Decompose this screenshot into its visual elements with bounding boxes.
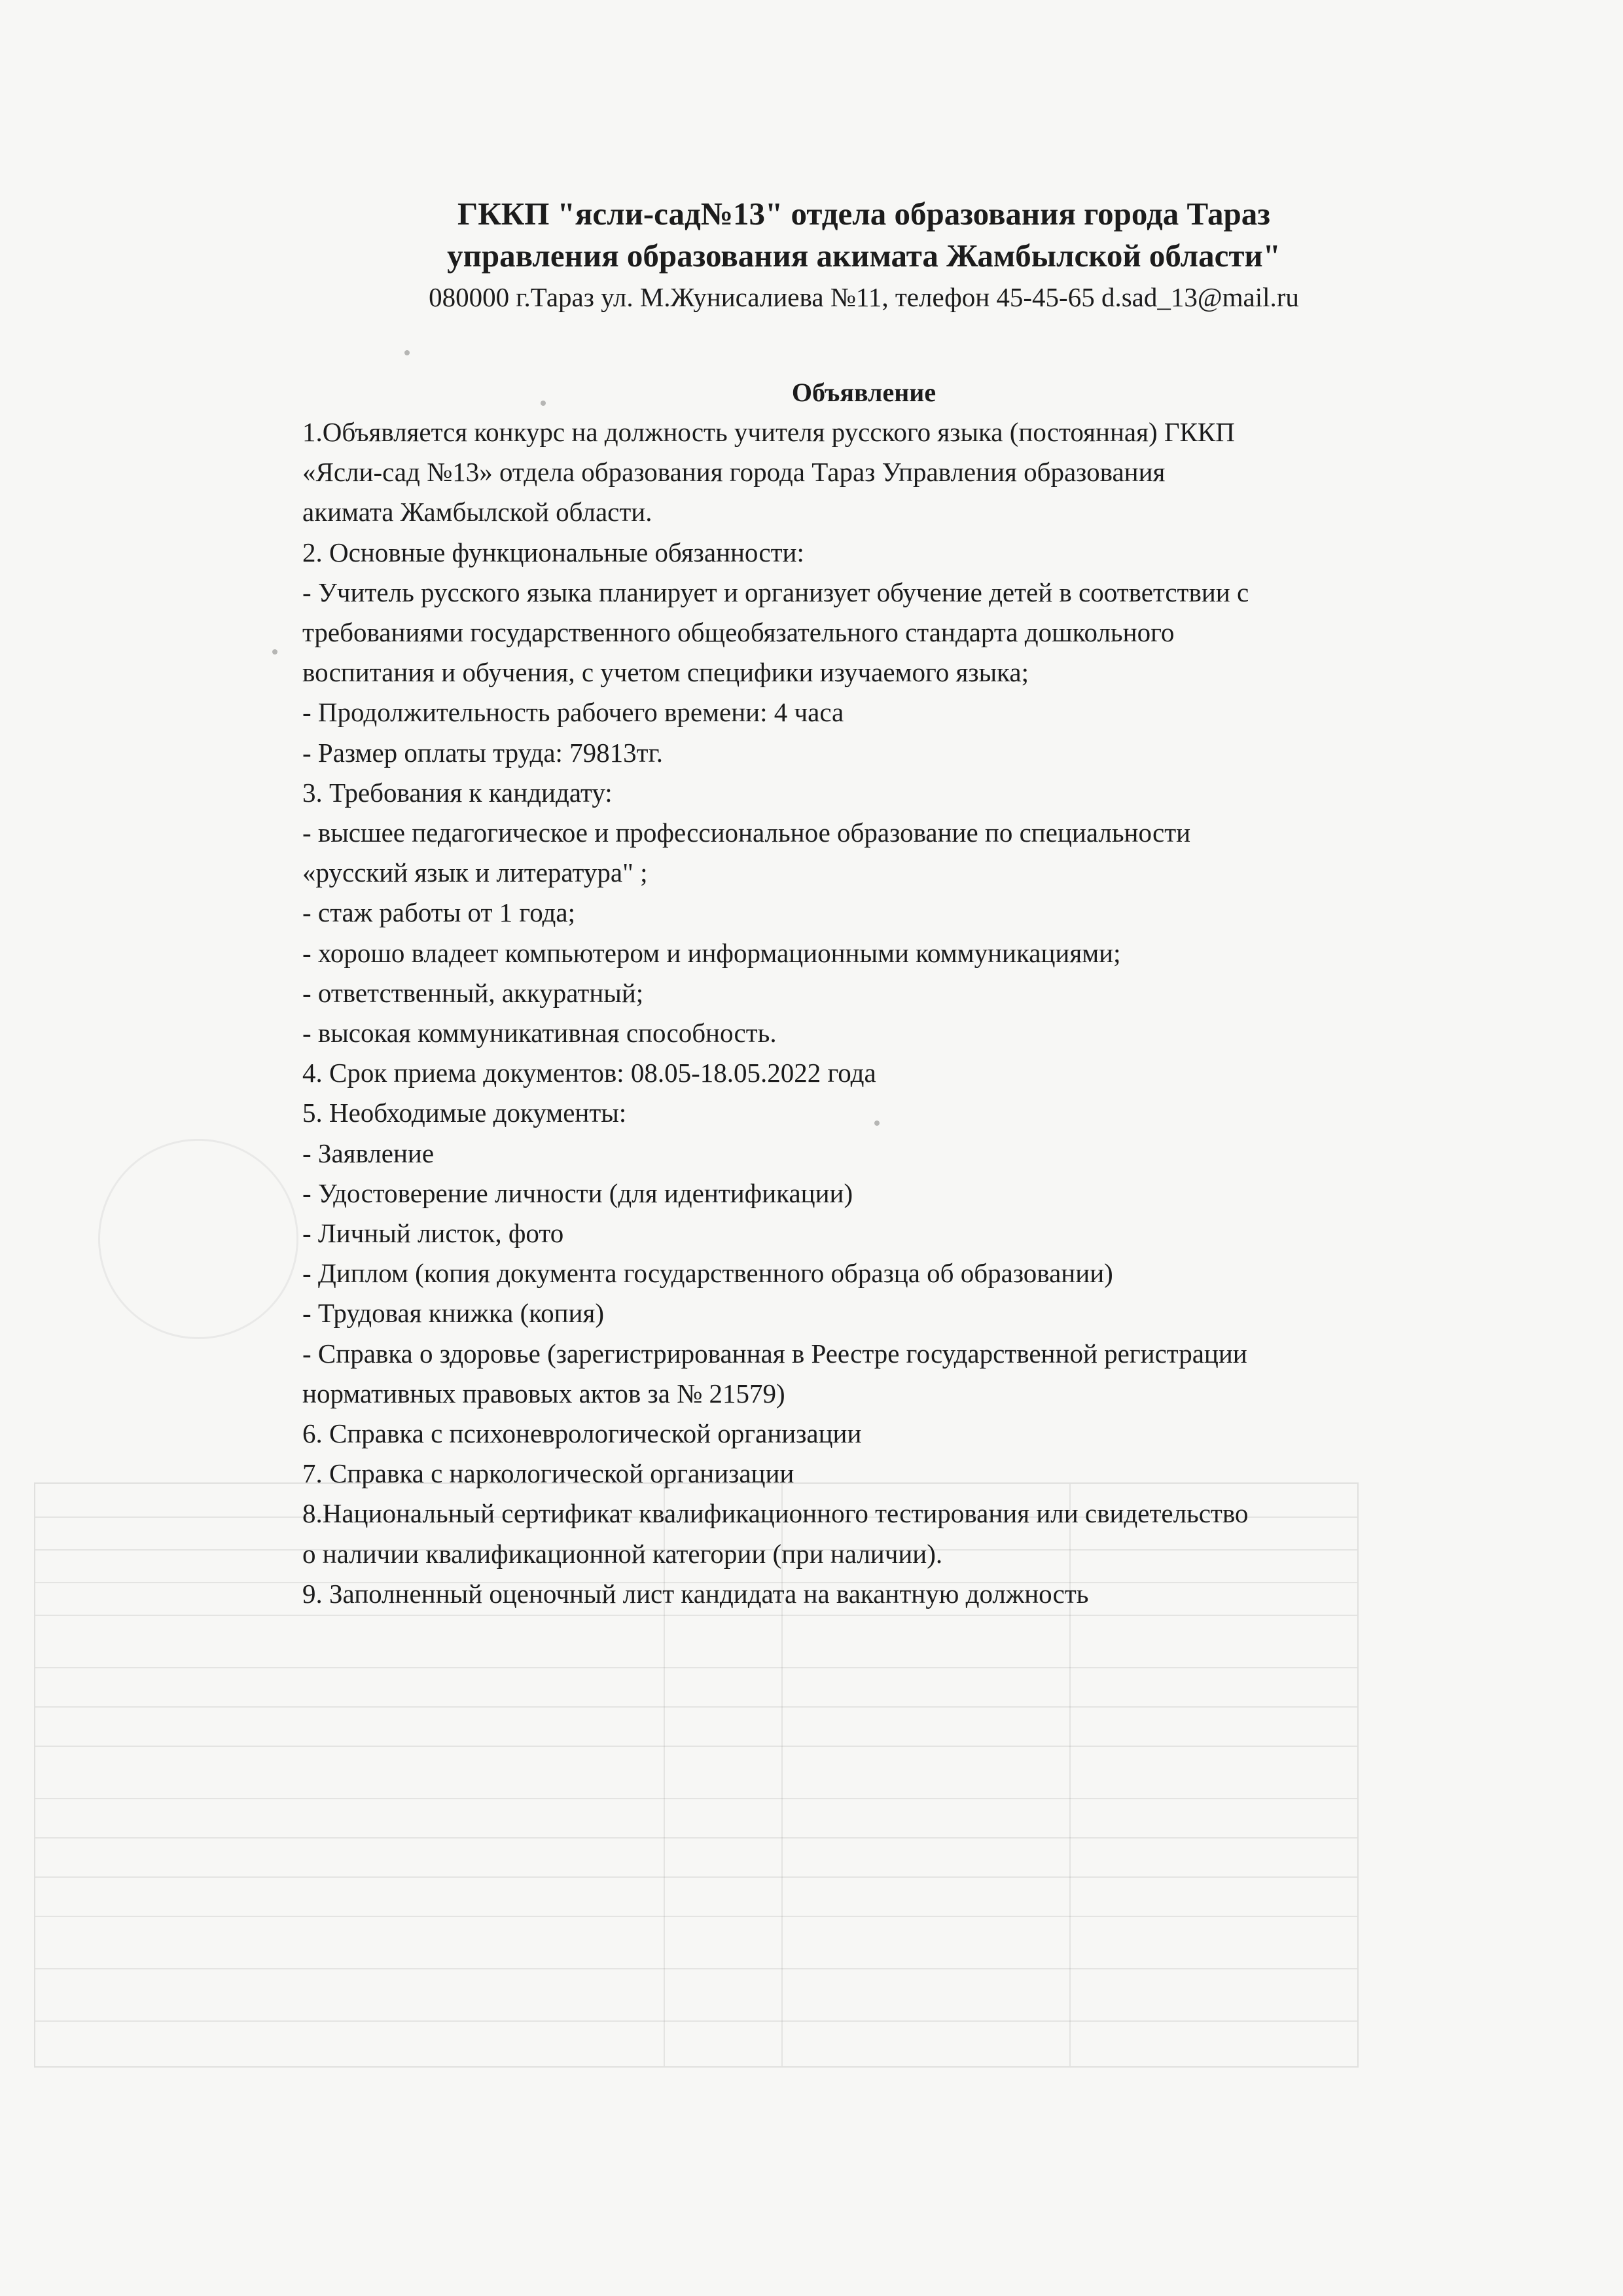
notice-line: 7. Справка с наркологической организации: [302, 1458, 794, 1489]
notice-line: - Диплом (копия документа государственного образца об образовании): [302, 1258, 1113, 1289]
notice-line: - ответственный, аккуратный;: [302, 977, 644, 1008]
notice-line: - Заявление: [302, 1138, 435, 1168]
notice-line: - Справка о здоровье (зарегистрированная в Реестре государственной регистрации: [302, 1338, 1247, 1369]
notice-line: - хорошо владеет компьютером и информационными коммуникациями;: [302, 937, 1121, 968]
notice-line: - стаж работы от 1 года;: [302, 897, 575, 928]
notice-line: «Ясли-сад №13» отдела образования города Тараз Управления образования: [302, 457, 1166, 488]
notice-body: [302, 412, 1428, 1614]
notice-line: 2. Основные функциональные обязанности:: [302, 537, 804, 567]
notice-line: воспитания и обучения, с учетом специфики изучаемого языка;: [302, 657, 1029, 688]
notice-line: требованиями государственного общеобязательного стандарта дошкольного: [302, 617, 1175, 648]
notice-line: - Размер оплаты труда: 79813тг.: [302, 737, 664, 768]
notice-line: - высокая коммуникативная способность.: [302, 1018, 777, 1049]
notice-line: 3. Требования к кандидату:: [302, 777, 613, 808]
notice-line: о наличии квалификационной категории (при наличии).: [302, 1538, 943, 1569]
notice-line: - Трудовая книжка (копия): [302, 1298, 605, 1329]
notice-line: 6. Справка с психоневрологической организации: [302, 1418, 862, 1449]
organization-name-line2: управления образования акимата Жамбылской области": [447, 238, 1281, 274]
notice-line: - Личный листок, фото: [302, 1218, 564, 1249]
faint-stamp-bleedthrough: [98, 1139, 298, 1339]
organization-header: [0, 193, 1623, 317]
notice-line: - Продолжительность рабочего времени: 4 часа: [302, 697, 844, 728]
notice-line: - высшее педагогическое и профессиональное образование по специальности: [302, 817, 1191, 848]
scan-speck: [272, 649, 277, 655]
notice-line: 4. Срок приема документов: 08.05-18.05.2022 года: [302, 1058, 876, 1088]
notice-line: «русский язык и литература" ;: [302, 857, 648, 888]
notice-line: 8.Национальный сертификат квалификационного тестирования или свидетельство: [302, 1498, 1249, 1529]
notice-line: 1.Объявляется конкурс на должность учителя русского языка (постоянная) ГККП: [302, 417, 1235, 447]
notice-line: нормативных правовых актов за № 21579): [302, 1378, 785, 1408]
notice-line: 9. Заполненный оценочный лист кандидата на вакантную должность: [302, 1578, 1089, 1609]
notice-line: - Учитель русского языка планирует и организует обучение детей в соответствии с: [302, 577, 1249, 607]
scan-speck: [404, 350, 410, 355]
notice-title: Объявление: [791, 378, 936, 407]
notice-line: акимата Жамбылской области.: [302, 497, 652, 528]
organization-address: 080000 г.Тараз ул. М.Жунисалиева №11, телефон 45-45-65 d.sad_13@mail.ru: [429, 282, 1299, 312]
organization-name-line1: ГККП "ясли-сад№13" отдела образования города Тараз: [457, 196, 1270, 232]
notice-line: 5. Необходимые документы:: [302, 1098, 627, 1128]
notice-line: - Удостоверение личности (для идентификации): [302, 1177, 853, 1208]
